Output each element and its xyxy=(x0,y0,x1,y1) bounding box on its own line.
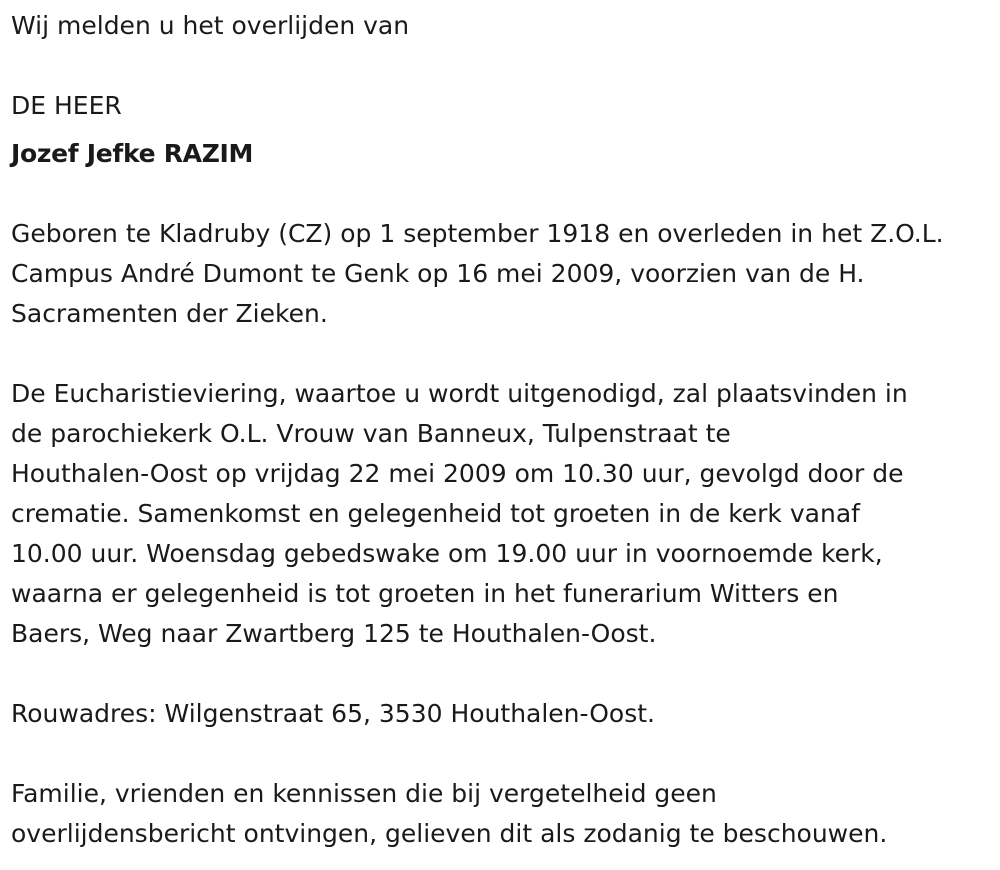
spacer xyxy=(11,46,993,86)
closing-paragraph: Familie, vrienden en kennissen die bij vergetelheid geen overlijdensbericht ontvingen, gelieven dit als zodanig te beschouwen. xyxy=(11,779,888,848)
spacer xyxy=(11,654,993,694)
spacer xyxy=(11,174,993,214)
death-notice xyxy=(11,6,993,854)
spacer xyxy=(11,734,993,774)
ceremony-paragraph: De Eucharistieviering, waartoe u wordt uitgenodigd, zal plaatsvinden in de parochiekerk O.L. Vrouw van Banneux, Tulpenstraat te Houthalen-Oost op vrijdag 22 mei 2009 om 10.30 uur, gevolgd door de crematie. Samenkomst en gelegenheid tot groeten in de kerk vanaf 10.00 uur. Woensdag gebedswake om 19.00 uur in voornoemde kerk, waarna er gelegenheid is tot groeten in het funerarium Witters en Baers, Weg naar Zwartberg 125 te Houthalen-Oost. xyxy=(11,379,908,648)
birth-death-paragraph: Geboren te Kladruby (CZ) op 1 september 1918 en overleden in het Z.O.L. Campus André Dumont te Genk op 16 mei 2009, voorzien van de H. Sacramenten der Zieken. xyxy=(11,219,944,328)
deceased-name: Jozef Jefke RAZIM xyxy=(11,139,254,168)
spacer xyxy=(11,334,993,374)
mourning-address: Rouwadres: Wilgenstraat 65, 3530 Houthalen-Oost. xyxy=(11,699,655,728)
honorific-title: DE HEER xyxy=(11,91,122,120)
intro-text: Wij melden u het overlijden van xyxy=(11,11,410,40)
